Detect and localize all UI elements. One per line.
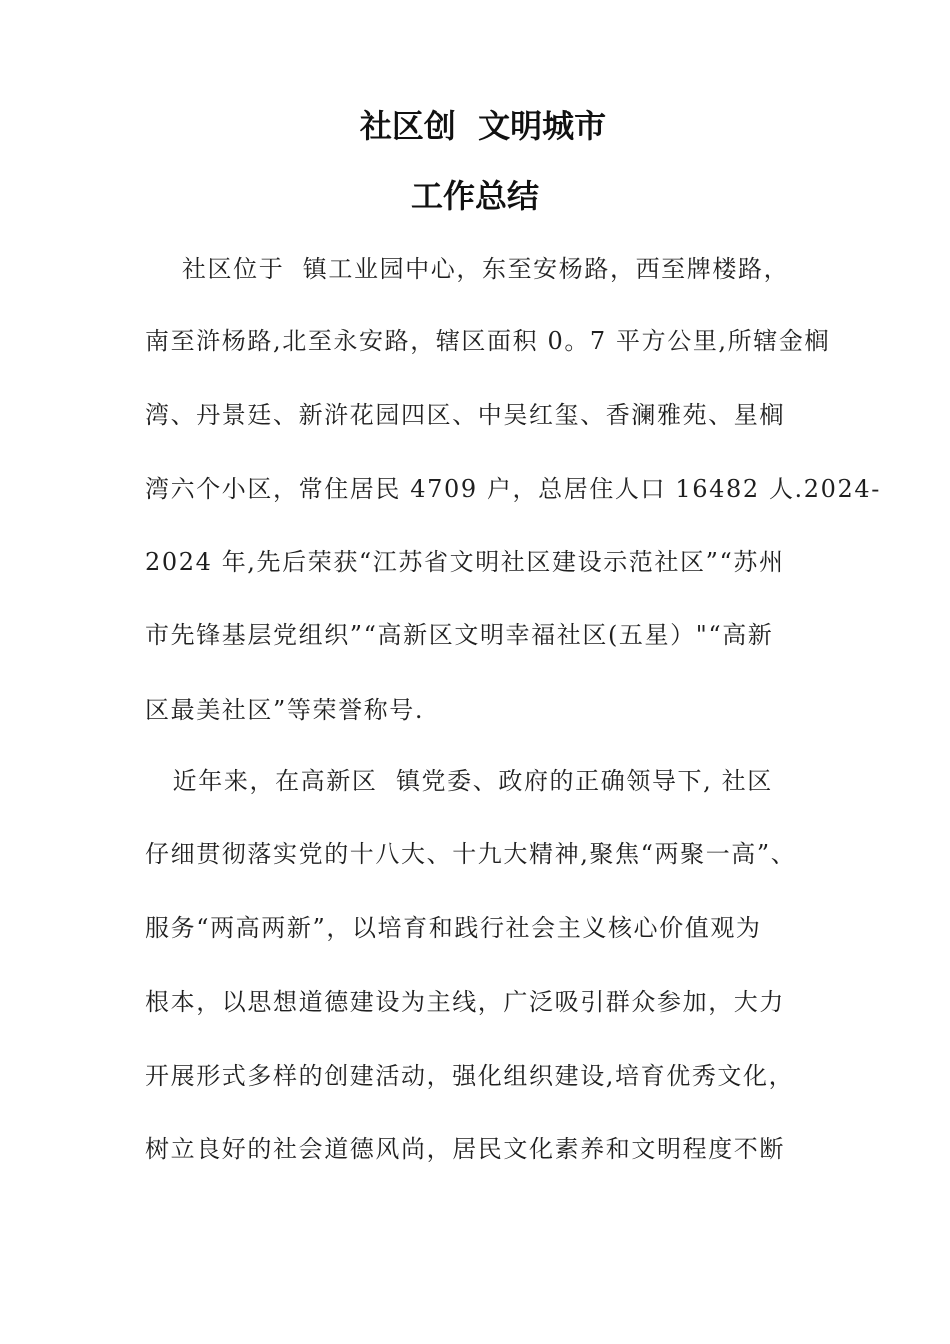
paragraph-1-line-6: 市先锋基层党组织”“高新区文明幸福社区(五星）"“高新 — [145, 621, 774, 649]
paragraph-2-line-2: 仔细贯彻落实党的十八大、十九大精神,聚焦“两聚一高”、 — [145, 840, 797, 868]
paragraph-1-line-1: 社区位于 镇工业园中心，东至安杨路，西至牌楼路， — [145, 255, 790, 283]
paragraph-1-line-3: 湾、丹景廷、新浒花园四区、中吴红玺、香澜雅苑、星榈 — [145, 401, 785, 429]
document-title-line-2: 工作总结 — [410, 177, 539, 215]
paragraph-1-line-2: 南至浒杨路,北至永安路，辖区面积 0。7 平方公里,所辖金榈 — [145, 327, 831, 355]
paragraph-2-line-3: 服务“两高两新”，以培育和践行社会主义核心价值观为 — [145, 914, 762, 942]
paragraph-2-line-5: 开展形式多样的创建活动，强化组织建设,培育优秀文化， — [145, 1062, 795, 1090]
paragraph-1-line-7: 区最美社区”等荣誉称号. — [145, 696, 425, 724]
paragraph-1-line-5: 2024 年,先后荣获“江苏省文明社区建设示范社区”“苏州 — [145, 548, 785, 576]
paragraph-2-line-6: 树立良好的社会道德风尚，居民文化素养和文明程度不断 — [145, 1135, 785, 1163]
paragraph-2-line-4: 根本，以思想道德建设为主线，广泛吸引群众参加，大力 — [145, 988, 785, 1016]
document-title-line-1: 社区创 文明城市 — [359, 107, 607, 145]
paragraph-2-line-1: 近年来，在高新区 镇党委、政府的正确领导下, 社区 — [145, 767, 773, 795]
paragraph-1-line-4: 湾六个小区，常住居民 4709 户，总居住人口 16482 人.2024- — [145, 475, 881, 503]
